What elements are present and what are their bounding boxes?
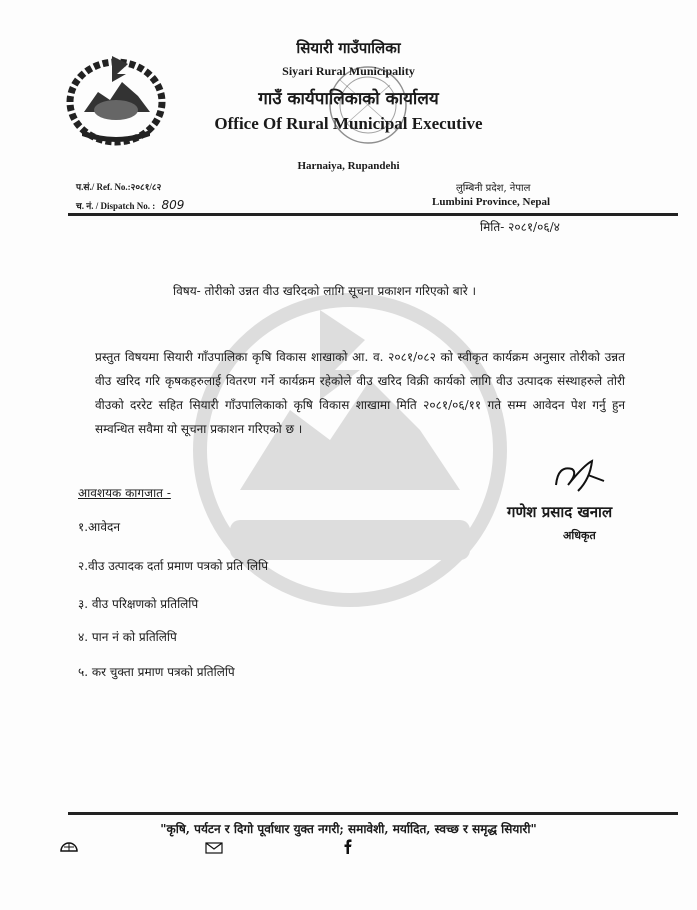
- letter-subject: विषय- तोरीको उन्नत वीउ खरिदको लागि सूचना प्रकाशन गरिएको बारे ।: [173, 284, 477, 298]
- office-stamp: [320, 50, 415, 160]
- document-item: २.वीउ उत्पादक दर्ता प्रमाण पत्रको प्रति लिपि: [78, 559, 269, 573]
- dispatch-number: [76, 198, 184, 212]
- reference-number: प.सं./ Ref. No.:२०८१/८२: [76, 182, 162, 192]
- globe-icon: [60, 838, 78, 852]
- province-np: लुम्बिनी प्रदेश, नेपाल: [456, 183, 531, 194]
- mail-icon: [205, 842, 223, 854]
- signatory-name: गणेश प्रसाद खनाल: [507, 503, 613, 521]
- office-name-en: Office Of Rural Municipal Executive: [214, 114, 483, 133]
- municipality-name-np: सियारी गाउँपालिका: [296, 39, 401, 57]
- document-item: ४. पान नं को प्रतिलिपि: [78, 630, 177, 644]
- footer-motto: "कृषि, पर्यटन र दिगो पूर्वाधार युक्त नगरी; समावेशी, मर्यादित, स्वच्छ र समृद्ध सियारी": [160, 822, 537, 836]
- signatory-title: अधिकृत: [563, 529, 596, 542]
- dispatch-label: च. नं. / Dispatch No. :: [76, 201, 156, 211]
- signature-mark: [548, 455, 608, 500]
- office-address: Harnaiya, Rupandehi: [297, 160, 400, 172]
- office-name-np: गाउँ कार्यपालिकाको कार्यालय: [258, 89, 439, 109]
- document-item: ३. वीउ परिक्षणको प्रतिलिपि: [78, 597, 199, 611]
- province-en: Lumbini Province, Nepal: [432, 196, 551, 208]
- facebook-icon: [343, 838, 353, 854]
- documents-heading: आवशयक कागजात -: [78, 486, 171, 500]
- header-divider: [68, 213, 678, 216]
- document-item: १.आवेदन: [78, 520, 121, 534]
- document-item: ५. कर चुक्ता प्रमाण पत्रको प्रतिलिपि: [78, 665, 235, 679]
- municipality-name-en: Siyari Rural Municipality: [282, 64, 415, 78]
- dispatch-value: 809: [161, 198, 185, 212]
- letter-body: प्रस्तुत विषयमा सियारी गाँउपालिका कृषि विकास शाखाको आ. व. २०८१/०८२ को स्वीकृत कार्यक्रम अनुसार तोरीको उन्नत वीउ खरिद गरि कृषकहरुलाई वितरण गर्ने कार्यक्रम रहेकोले वीउ खरिद विक्री कार्यको लागि वीउ उत्पादक संस्थाहरुले तोरी वीउको दररेट सहित सियारी गाँउपालिकाको कृषि विकास शाखामा मिति २०८१/०६/११ गते सम्म आवेदन पेश गर्नु हुन सम्वन्धित सवैमा यो सूचना प्रकाशन गरिएको छ ।: [95, 350, 625, 436]
- letter-date: मिति- २०८१/०६/४: [480, 220, 560, 234]
- footer-divider: [68, 812, 678, 815]
